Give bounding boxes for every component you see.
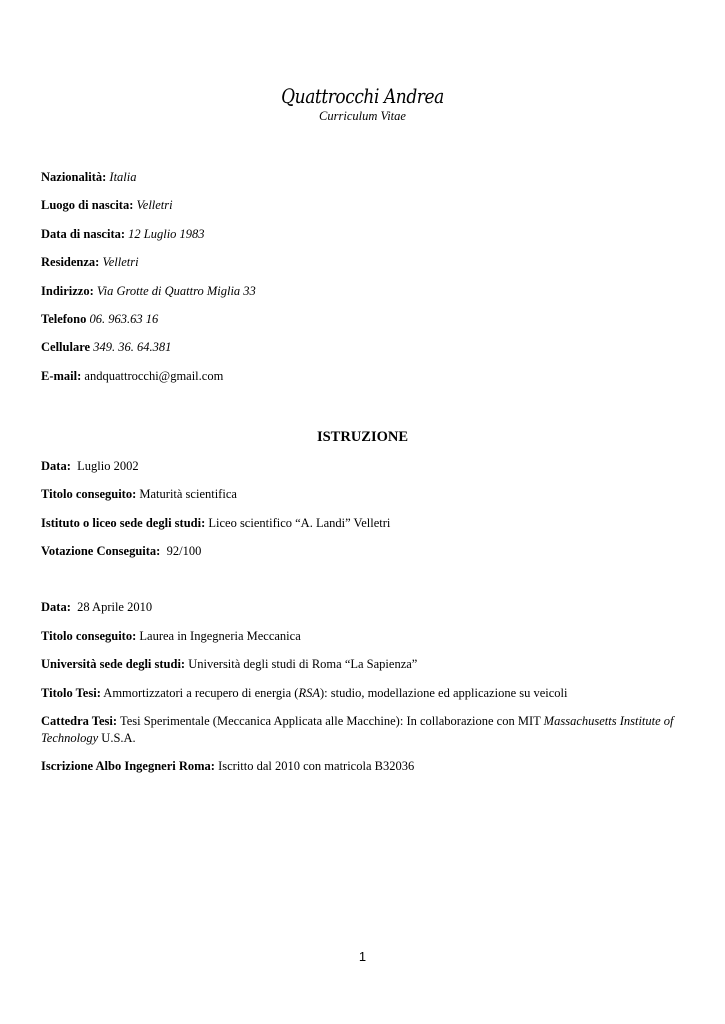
uni-title-row [41, 629, 301, 644]
uni-thesis-row [41, 686, 568, 701]
uni-chair-value-a: Tesi Sperimentale (Meccanica Applicata alle Macchine): In collaborazione con MIT [119, 714, 544, 728]
cv-subtitle: Curriculum Vitae [319, 109, 406, 123]
residence-label: Residenza: [41, 255, 100, 269]
uni-thesis-value-a: Ammortizzatori a recupero di energia ( [103, 686, 299, 700]
nationality-value: Italia [109, 170, 137, 184]
nationality-row [41, 170, 137, 185]
hs-grade-label: Votazione Conseguita: [41, 544, 161, 558]
hs-date-value: Luglio 2002 [77, 459, 139, 473]
hs-grade-row [41, 544, 201, 559]
hs-institute-value: Liceo scientifico “A. Landi” Velletri [208, 516, 391, 530]
uni-chair-row [41, 713, 681, 747]
address-row [41, 284, 256, 299]
uni-thesis-value-rsa: RSA [298, 686, 320, 700]
mobile-value: 349. 36. 64.381 [93, 340, 172, 354]
hs-title-row [41, 487, 237, 502]
hs-date-label: Data: [41, 459, 71, 473]
birthplace-value: Velletri [136, 198, 173, 212]
residence-row [41, 255, 139, 270]
page-number: 1 [358, 949, 367, 964]
phone-value: 06. 963.63 16 [89, 312, 159, 326]
uni-thesis-value-b: ): studio, modellazione ed applicazione su veicoli [320, 686, 568, 700]
uni-chair-value-mit: Massachusetts Institute of Technology [41, 714, 674, 745]
hs-grade-value: 92/100 [166, 544, 202, 558]
uni-date-row [41, 600, 152, 615]
uni-chair-value-b: U.S.A. [98, 731, 136, 745]
uni-register-row [41, 759, 414, 774]
uni-title-value: Laurea in Ingegneria Meccanica [139, 629, 301, 643]
uni-register-value: Iscritto dal 2010 con matricola B32036 [218, 759, 415, 773]
uni-date-value: 28 Aprile 2010 [77, 600, 153, 614]
address-value: Via Grotte di Quattro Miglia 33 [96, 284, 256, 298]
hs-date-row [41, 459, 139, 474]
cv-name-title: Quattrocchi Andrea [281, 84, 444, 108]
uni-title-label: Titolo conseguito: [41, 629, 137, 643]
email-row [41, 369, 223, 384]
birthdate-value: 12 Luglio 1983 [128, 227, 205, 241]
address-label: Indirizzo: [41, 284, 94, 298]
birthplace-row [41, 198, 173, 213]
hs-title-label: Titolo conseguito: [41, 487, 137, 501]
uni-thesis-label: Titolo Tesi: [41, 686, 101, 700]
email-value[interactable]: andquattrocchi@gmail.com [84, 369, 224, 383]
birthdate-row [41, 227, 205, 242]
residence-value: Velletri [102, 255, 139, 269]
hs-institute-label: Istituto o liceo sede degli studi: [41, 516, 206, 530]
education-section-title: ISTRUZIONE [316, 429, 409, 445]
uni-date-label: Data: [41, 600, 71, 614]
nationality-label: Nazionalità: [41, 170, 107, 184]
uni-chair-label: Cattedra Tesi: [41, 714, 118, 728]
phone-row [41, 312, 158, 327]
birthdate-label: Data di nascita: [41, 227, 126, 241]
birthplace-label: Luogo di nascita: [41, 198, 134, 212]
uni-register-label: Iscrizione Albo Ingegneri Roma: [41, 759, 215, 773]
mobile-row [41, 340, 171, 355]
hs-title-value: Maturità scientifica [139, 487, 237, 501]
mobile-label: Cellulare [41, 340, 91, 354]
uni-university-row [41, 657, 417, 672]
hs-institute-row [41, 516, 390, 531]
uni-university-value: Università degli studi di Roma “La Sapienza” [188, 657, 418, 671]
phone-label: Telefono [41, 312, 87, 326]
email-label: E-mail: [41, 369, 82, 383]
uni-university-label: Università sede degli studi: [41, 657, 186, 671]
